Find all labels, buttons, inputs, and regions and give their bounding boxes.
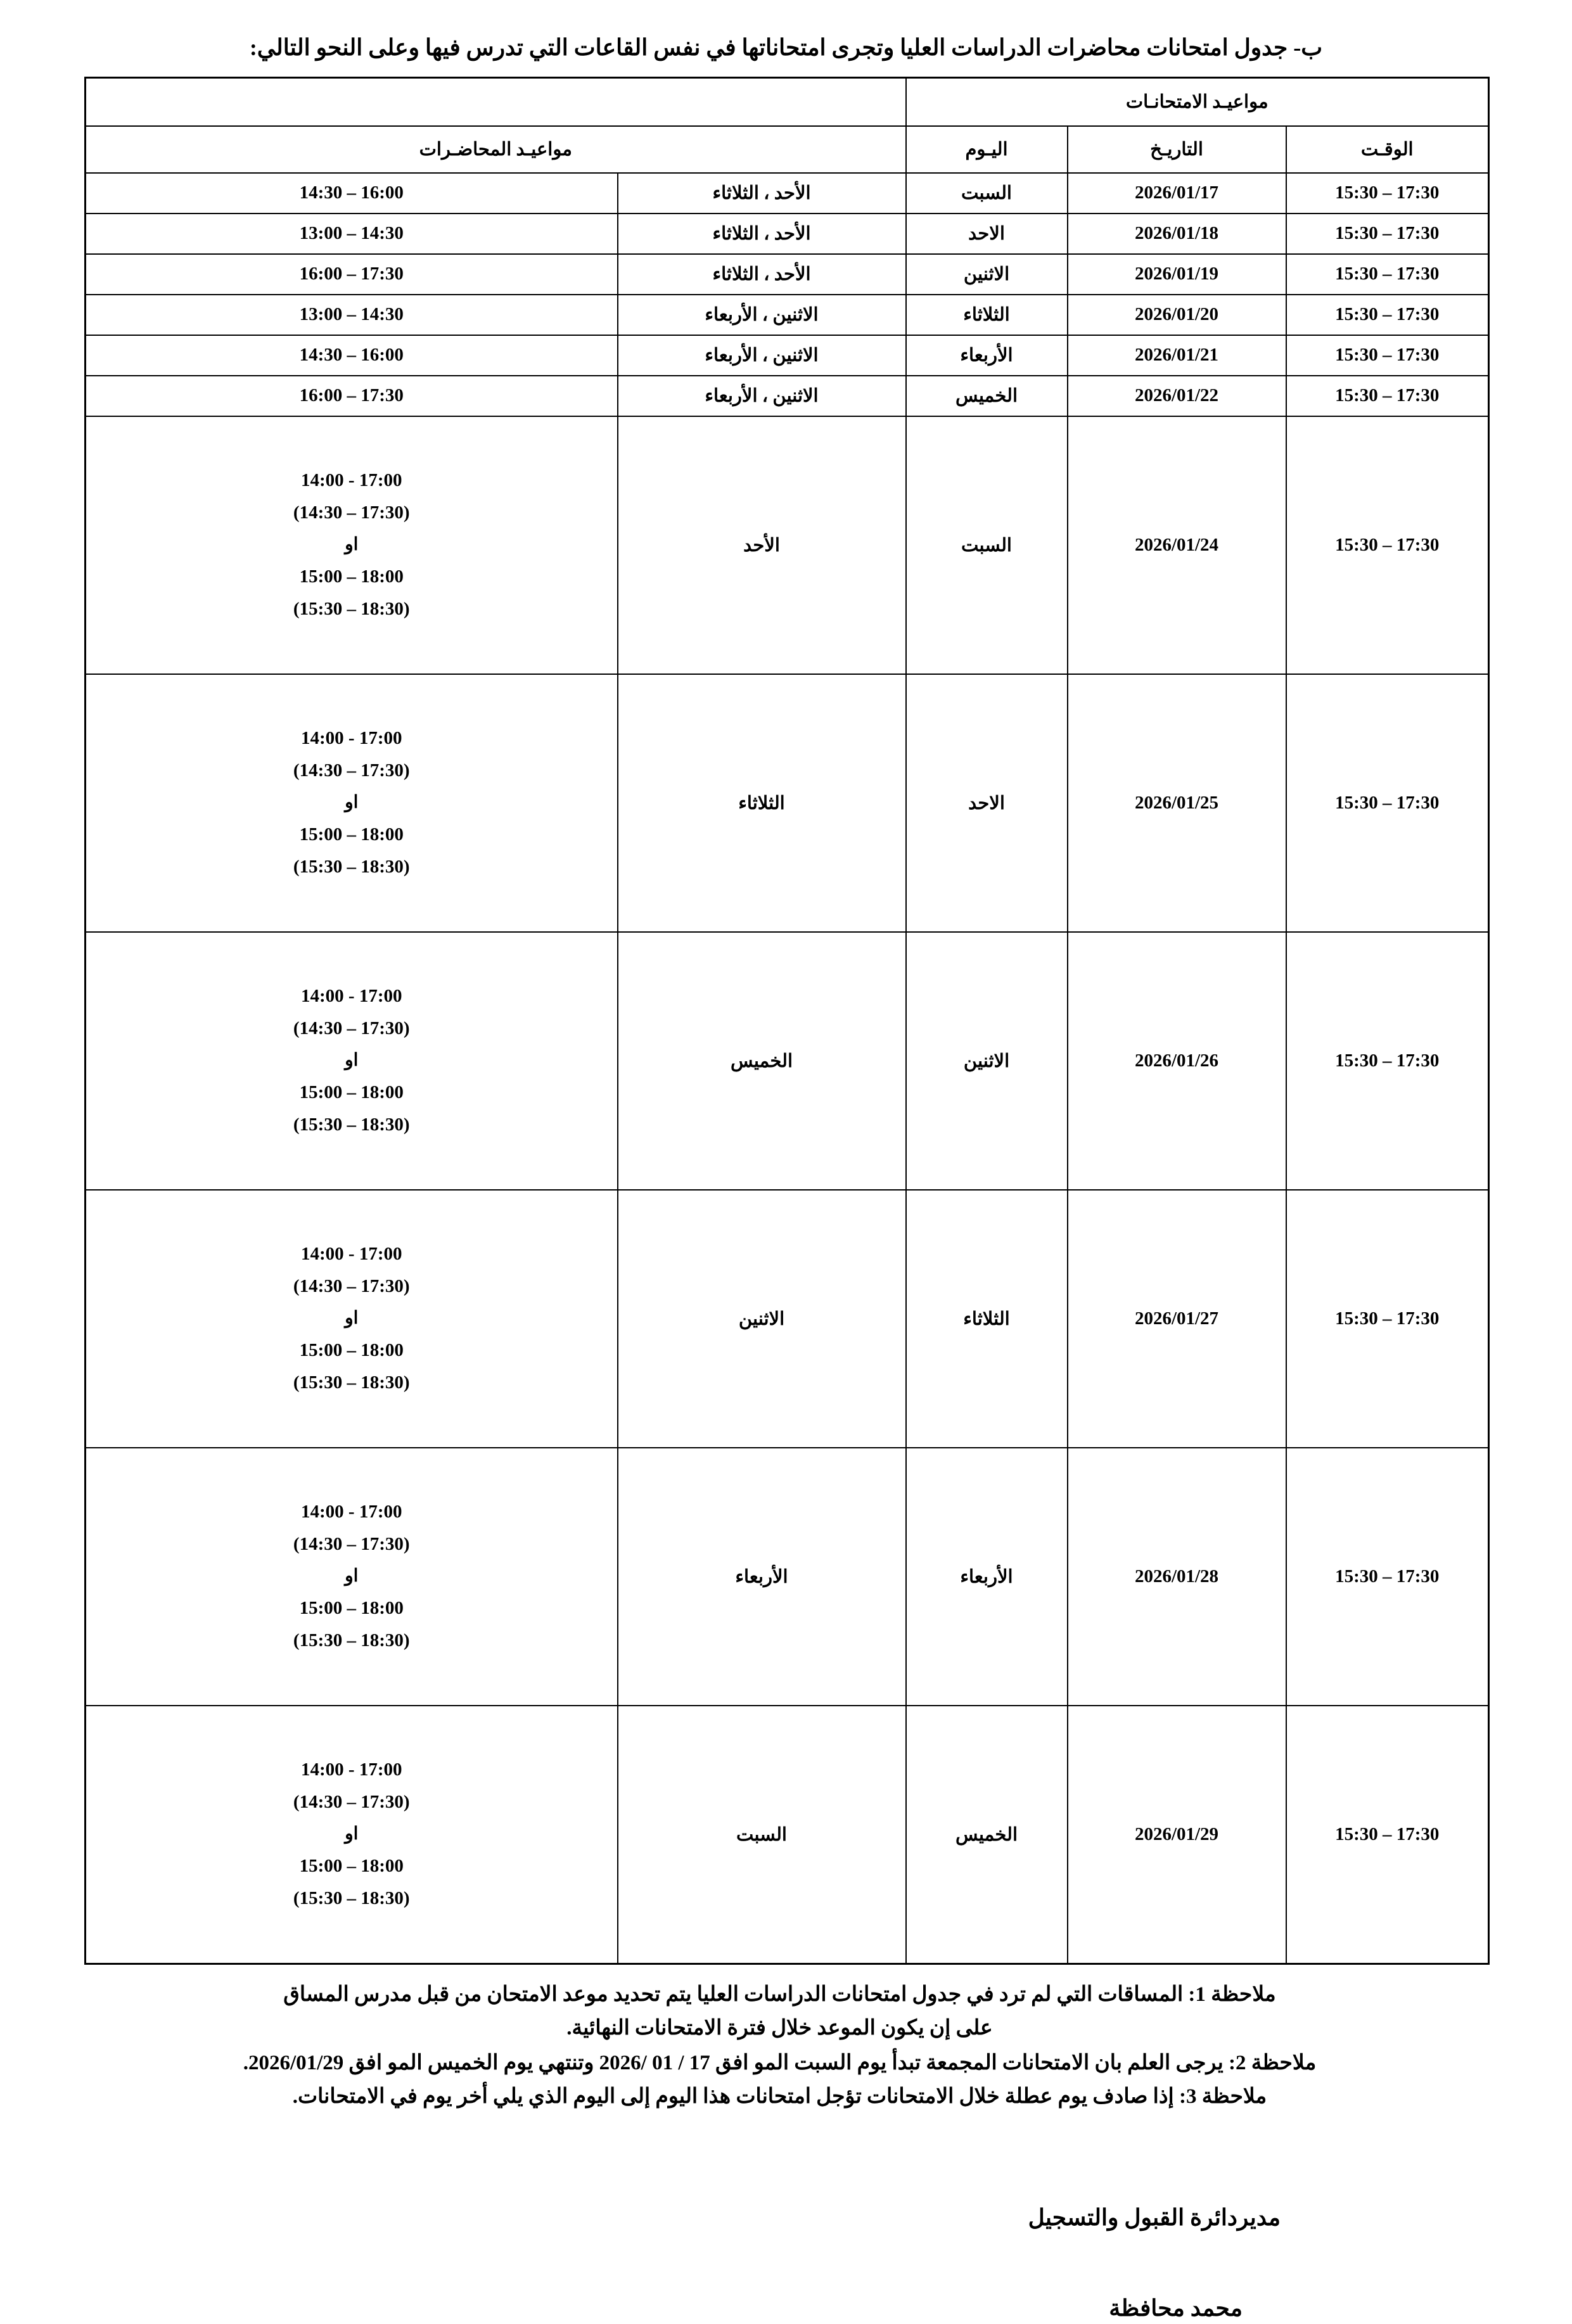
lecture-time-line: او <box>345 793 359 813</box>
notes-section <box>82 1979 1490 2114</box>
cell-lecture-times <box>86 254 618 295</box>
lecture-time-line: 15:00 – 18:00 <box>299 1340 404 1361</box>
cell-lecture-day: الاثنين ، الأربعاء <box>618 376 906 416</box>
table-row <box>86 254 1489 295</box>
cell-lecture-times <box>86 376 618 416</box>
group-header-lectures-blank <box>86 77 906 126</box>
cell-exam-time <box>1286 214 1489 254</box>
cell-lecture-times <box>86 416 618 674</box>
lecture-time-line: (14:30 – 17:30) <box>293 1018 410 1039</box>
cell-exam-time <box>1286 674 1489 932</box>
column-header-time: الوقـت <box>1286 126 1489 173</box>
lecture-time-line: (15:30 – 18:30) <box>293 1630 410 1651</box>
cell-exam-day: الثلاثاء <box>906 1190 1068 1448</box>
cell-exam-date <box>1068 173 1286 214</box>
table-group-header-row <box>86 77 1489 126</box>
cell-exam-time-text: 15:30 – 17:30 <box>1335 264 1440 284</box>
table-row <box>86 1190 1489 1448</box>
cell-lecture-day: الأحد ، الثلاثاء <box>618 214 906 254</box>
lecture-time-line: (14:30 – 17:30) <box>293 1792 410 1813</box>
lecture-time-line: او <box>345 1308 359 1329</box>
cell-exam-date <box>1068 295 1286 335</box>
lecture-time-line: 13:00 – 14:30 <box>299 223 404 244</box>
lecture-time-line: 16:00 – 17:30 <box>299 264 404 284</box>
lecture-time-line: (14:30 – 17:30) <box>293 1276 410 1297</box>
lecture-time-line: 15:00 – 18:00 <box>299 1082 404 1103</box>
lecture-time-line: او <box>345 535 359 555</box>
table-row <box>86 1448 1489 1706</box>
column-header-day: اليـوم <box>906 126 1068 173</box>
cell-exam-time-text: 15:30 – 17:30 <box>1335 1050 1440 1071</box>
signature-block <box>82 2202 1490 2324</box>
lecture-time-line: 15:00 – 18:00 <box>299 1598 404 1619</box>
note-1-line-2: على إن يكون الموعد خلال فترة الامتحانات النهائية. <box>566 2016 993 2040</box>
cell-exam-date <box>1068 335 1286 376</box>
cell-exam-date-text: 2026/01/24 <box>1134 534 1219 555</box>
table-row <box>86 1706 1489 1964</box>
cell-exam-date <box>1068 1706 1286 1964</box>
exam-schedule-table <box>84 77 1490 1965</box>
table-row <box>86 674 1489 932</box>
cell-exam-date <box>1068 376 1286 416</box>
lecture-time-line: (15:30 – 18:30) <box>293 857 410 878</box>
group-header-exams: مواعيـد الامتحانـات <box>906 77 1489 126</box>
lecture-time-line: 14:00 - 17:00 <box>301 470 402 491</box>
cell-exam-date-text: 2026/01/22 <box>1134 385 1219 406</box>
cell-exam-date <box>1068 416 1286 674</box>
lecture-time-line: (15:30 – 18:30) <box>293 599 410 620</box>
cell-exam-date-text: 2026/01/26 <box>1134 1050 1219 1071</box>
table-row <box>86 376 1489 416</box>
cell-exam-date <box>1068 214 1286 254</box>
cell-lecture-times <box>86 1190 618 1448</box>
cell-exam-day: الثلاثاء <box>906 295 1068 335</box>
table-body <box>86 173 1489 1964</box>
cell-exam-time-text: 15:30 – 17:30 <box>1335 534 1440 555</box>
page-title: ب- جدول امتحانات محاضرات الدراسات العليا وتجرى امتحاناتها في نفس القاعات التي تدرس فيها وعلى النحو التالي: <box>249 35 1323 60</box>
cell-exam-day: الأربعاء <box>906 1448 1068 1706</box>
cell-exam-date-text: 2026/01/21 <box>1134 345 1219 366</box>
cell-exam-day: السبت <box>906 173 1068 214</box>
lecture-time-line: 14:00 - 17:00 <box>301 1502 402 1523</box>
cell-lecture-day: الثلاثاء <box>618 674 906 932</box>
cell-exam-time <box>1286 335 1489 376</box>
lecture-time-line: (15:30 – 18:30) <box>293 1114 410 1135</box>
cell-exam-date-text: 2026/01/27 <box>1134 1308 1219 1329</box>
lecture-time-line: او <box>345 1566 359 1587</box>
table-row <box>86 214 1489 254</box>
cell-lecture-day: الأحد ، الثلاثاء <box>618 254 906 295</box>
table-row <box>86 335 1489 376</box>
cell-lecture-times <box>86 173 618 214</box>
lecture-time-line: 14:30 – 16:00 <box>299 182 404 203</box>
cell-exam-time <box>1286 376 1489 416</box>
cell-exam-day: الاحد <box>906 214 1068 254</box>
lecture-time-line: 13:00 – 14:30 <box>299 304 404 325</box>
cell-lecture-times <box>86 932 618 1190</box>
lecture-time-line: 15:00 – 18:00 <box>299 1856 404 1877</box>
table-row <box>86 416 1489 674</box>
cell-exam-time-text: 15:30 – 17:30 <box>1335 182 1440 203</box>
lecture-time-line: 16:00 – 17:30 <box>299 385 404 406</box>
column-header-date: التاريـخ <box>1068 126 1286 173</box>
cell-lecture-day: الأحد <box>618 416 906 674</box>
lecture-time-line: او <box>345 1050 359 1071</box>
table-head <box>86 77 1489 173</box>
column-header-lectures: مواعيـد المحاضـرات <box>86 126 906 173</box>
lecture-time-line: (14:30 – 17:30) <box>293 760 410 781</box>
cell-lecture-times <box>86 1706 618 1964</box>
note-2: ملاحظة 2: يرجى العلم بان الامتحانات المجمعة تبدأ يوم السبت المو افق 17 / 01 /2026 وتنتهي يوم الخميس المو افق 2026/01/29. <box>243 2052 1317 2075</box>
cell-exam-date-text: 2026/01/25 <box>1134 792 1219 813</box>
table-row <box>86 932 1489 1190</box>
cell-lecture-times <box>86 335 618 376</box>
lecture-time-line: (15:30 – 18:30) <box>293 1888 410 1909</box>
cell-lecture-day: الاثنين <box>618 1190 906 1448</box>
cell-exam-time <box>1286 416 1489 674</box>
note-3: ملاحظة 3: إذا صادف يوم عطلة خلال الامتحانات تؤجل امتحانات هذا اليوم إلى اليوم الذي يلي أخر يوم في الامتحانات. <box>292 2085 1267 2109</box>
cell-exam-date <box>1068 254 1286 295</box>
cell-lecture-day: الأربعاء <box>618 1448 906 1706</box>
lecture-time-line: 15:00 – 18:00 <box>299 824 404 845</box>
cell-exam-time <box>1286 295 1489 335</box>
cell-lecture-day: السبت <box>618 1706 906 1964</box>
lecture-time-line: (14:30 – 17:30) <box>293 1534 410 1555</box>
cell-exam-time-text: 15:30 – 17:30 <box>1335 223 1440 244</box>
cell-lecture-day: الاثنين ، الأربعاء <box>618 295 906 335</box>
lecture-time-line: 14:00 - 17:00 <box>301 986 402 1007</box>
cell-lecture-day: الخميس <box>618 932 906 1190</box>
cell-exam-date-text: 2026/01/20 <box>1134 304 1219 325</box>
table-header-row <box>86 126 1489 173</box>
cell-exam-time <box>1286 1190 1489 1448</box>
cell-exam-time-text: 15:30 – 17:30 <box>1335 792 1440 813</box>
cell-exam-time-text: 15:30 – 17:30 <box>1335 345 1440 366</box>
cell-exam-date-text: 2026/01/28 <box>1134 1566 1219 1587</box>
cell-exam-day: الاحد <box>906 674 1068 932</box>
cell-exam-day: الخميس <box>906 376 1068 416</box>
signature-name: محمد محافظة <box>1109 2295 1243 2321</box>
cell-exam-day: الاثنين <box>906 254 1068 295</box>
cell-lecture-times <box>86 295 618 335</box>
cell-exam-time-text: 15:30 – 17:30 <box>1335 304 1440 325</box>
cell-exam-time <box>1286 1706 1489 1964</box>
note-1-line-1: ملاحظة 1: المساقات التي لم ترد في جدول امتحانات الدراسات العليا يتم تحديد موعد الامتحان من قبل مدرس المساق <box>283 1982 1276 2006</box>
signature-role: مديردائرة القبول والتسجيل <box>1028 2205 1281 2231</box>
cell-exam-time <box>1286 173 1489 214</box>
lecture-time-line: او <box>345 1824 359 1844</box>
cell-exam-day: السبت <box>906 416 1068 674</box>
cell-lecture-day: الأحد ، الثلاثاء <box>618 173 906 214</box>
cell-exam-time-text: 15:30 – 17:30 <box>1335 385 1440 406</box>
cell-exam-date-text: 2026/01/29 <box>1134 1823 1219 1844</box>
cell-exam-time <box>1286 932 1489 1190</box>
cell-exam-date <box>1068 1448 1286 1706</box>
cell-exam-day: الاثنين <box>906 932 1068 1190</box>
cell-exam-date <box>1068 674 1286 932</box>
cell-lecture-times <box>86 1448 618 1706</box>
cell-exam-time-text: 15:30 – 17:30 <box>1335 1566 1440 1587</box>
lecture-time-line: 14:30 – 16:00 <box>299 345 404 366</box>
cell-exam-time-text: 15:30 – 17:30 <box>1335 1823 1440 1844</box>
cell-lecture-times <box>86 214 618 254</box>
cell-exam-day: الخميس <box>906 1706 1068 1964</box>
cell-exam-time <box>1286 1448 1489 1706</box>
lecture-time-line: 14:00 - 17:00 <box>301 1244 402 1265</box>
cell-exam-time <box>1286 254 1489 295</box>
lecture-time-line: 14:00 - 17:00 <box>301 728 402 749</box>
cell-exam-date <box>1068 1190 1286 1448</box>
cell-lecture-times <box>86 674 618 932</box>
table-row <box>86 295 1489 335</box>
cell-exam-day: الأربعاء <box>906 335 1068 376</box>
cell-exam-date-text: 2026/01/17 <box>1134 182 1219 203</box>
cell-exam-date-text: 2026/01/18 <box>1134 223 1219 244</box>
cell-exam-date <box>1068 932 1286 1190</box>
cell-exam-time-text: 15:30 – 17:30 <box>1335 1308 1440 1329</box>
lecture-time-line: (14:30 – 17:30) <box>293 502 410 523</box>
table-row <box>86 173 1489 214</box>
lecture-time-line: 14:00 - 17:00 <box>301 1759 402 1780</box>
cell-lecture-day: الاثنين ، الأربعاء <box>618 335 906 376</box>
cell-exam-date-text: 2026/01/19 <box>1134 264 1219 284</box>
lecture-time-line: 15:00 – 18:00 <box>299 566 404 587</box>
lecture-time-line: (15:30 – 18:30) <box>293 1372 410 1393</box>
